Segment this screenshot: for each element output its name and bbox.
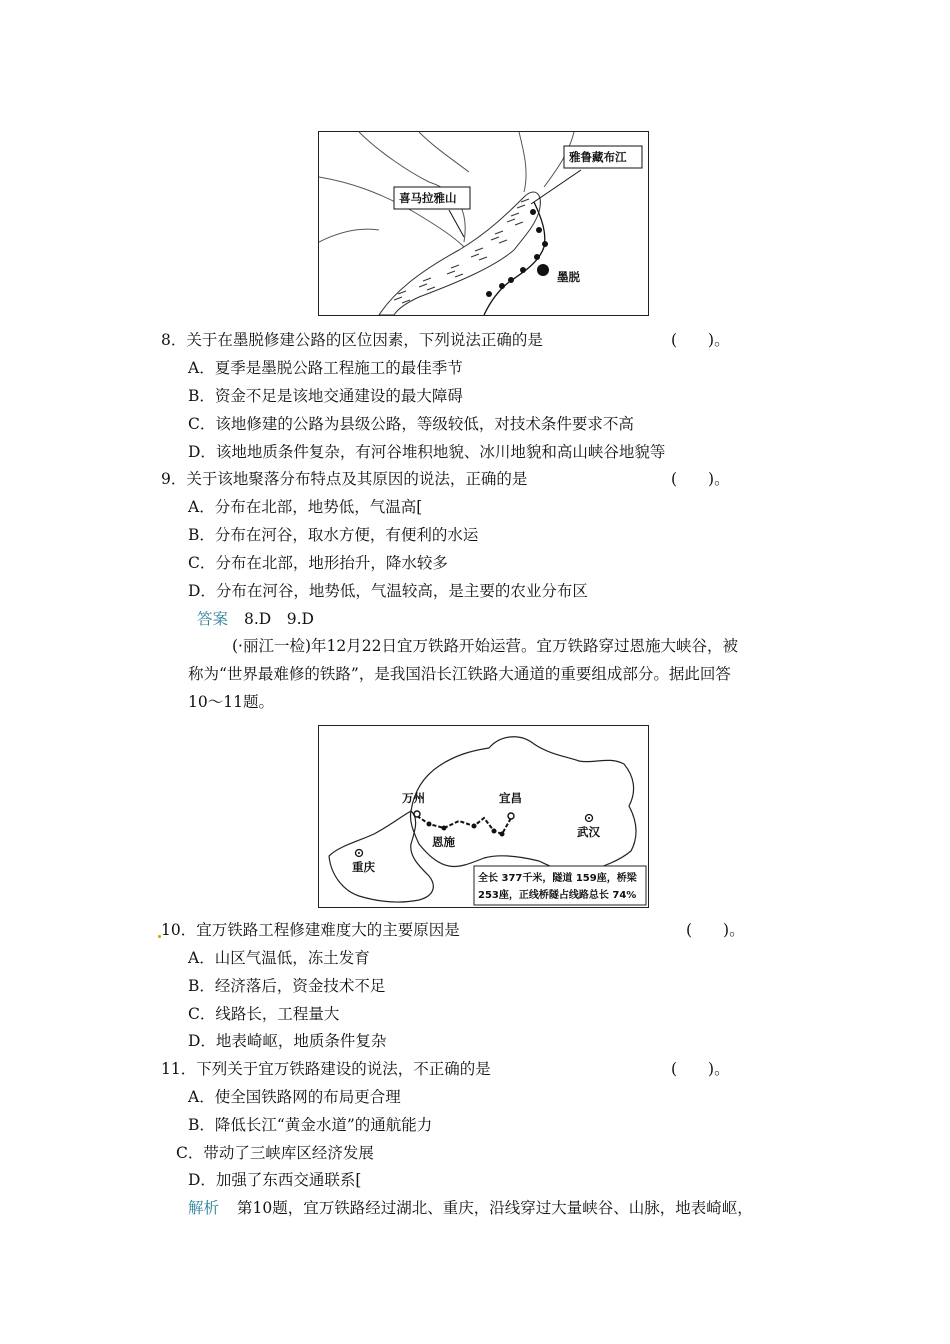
river-label: 雅鲁藏布江 (569, 150, 627, 164)
town-label: 墨脱 (557, 270, 580, 284)
map-medog (318, 131, 649, 316)
city-enshi: 恩施 (432, 835, 455, 849)
q11-option-a: A．使全国铁路网的布局更合理 (188, 1088, 401, 1106)
q11-stem: 11．下列关于宜万铁路建设的说法，不正确的是 (161, 1060, 491, 1078)
answer-row (197, 609, 314, 629)
intro-line-2: 称为“世界最难修的铁路”，是我国沿长江铁路大通道的重要组成部分。据此回答 (188, 665, 731, 683)
info-line-2: 253座，正线桥隧占线路总长 74% (478, 890, 637, 901)
city-wanzhou: 万州 (402, 791, 425, 805)
map-yiwan-railway (318, 725, 649, 908)
q11-option-c: C．带动了三峡库区经济发展 (176, 1144, 374, 1162)
q10-answer-blank: ( )。 (686, 921, 745, 939)
q10-option-c: C．线路长，工程量大 (188, 1005, 340, 1023)
intro-line-3: 10～11题。 (188, 693, 274, 711)
q9-option-b: B．分布在河谷，取水方便，有便利的水运 (188, 526, 479, 544)
q8-answer-blank: ( )。 (671, 331, 730, 349)
city-yichang: 宜昌 (499, 791, 522, 805)
q10-stem: 10．宜万铁路工程修建难度大的主要原因是 (161, 921, 460, 939)
answer-text: 8.D 9.D (244, 610, 314, 628)
q9-option-c: C．分布在北部，地形抬升，降水较多 (188, 554, 448, 572)
intro-line-1: (·丽江一检)年12月22日宜万铁路开始运营。宜万铁路穿过恩施大峡谷，被 (232, 637, 738, 655)
analysis-label: 解析 (188, 1199, 220, 1217)
q11-answer-blank: ( )。 (671, 1060, 730, 1078)
q10-option-b: B．经济落后，资金技术不足 (188, 977, 386, 995)
mountain-label: 喜马拉雅山 (399, 191, 457, 205)
q10-option-a: A．山区气温低，冻土发育 (188, 949, 370, 967)
q8-option-d: D．该地地质条件复杂，有河谷堆积地貌、冰川地貌和高山峡谷地貌等 (188, 443, 666, 461)
q8-option-c: C．该地修建的公路为县级公路，等级较低，对技术条件要求不高 (188, 415, 634, 433)
q8-option-b: B．资金不足是该地交通建设的最大障碍 (188, 387, 463, 405)
city-chongqing: 重庆 (352, 860, 375, 874)
analysis-row (188, 1198, 753, 1218)
q9-stem: 9．关于该地聚落分布特点及其原因的说法，正确的是 (161, 470, 528, 488)
city-wuhan: 武汉 (577, 825, 600, 839)
answer-label: 答案 (197, 610, 229, 628)
q10-option-d: D．地表崎岖，地质条件复杂 (188, 1032, 387, 1050)
q8-stem: 8．关于在墨脱修建公路的区位因素，下列说法正确的是 (161, 331, 543, 349)
q9-option-d: D．分布在河谷，地势低，气温较高，是主要的农业分布区 (188, 582, 588, 600)
q11-option-d: D．加强了东西交通联系[ (188, 1171, 362, 1189)
info-line-1: 全长 377千米，隧道 159座，桥梁 (478, 873, 637, 884)
q11-option-b: B．降低长江“黄金水道”的通航能力 (188, 1116, 433, 1134)
q8-option-a: A．夏季是墨脱公路工程施工的最佳季节 (188, 359, 463, 377)
q9-answer-blank: ( )。 (671, 470, 730, 488)
q9-option-a: A．分布在北部，地势低，气温高[ (188, 498, 423, 516)
analysis-text: 第10题，宜万铁路经过湖北、重庆，沿线穿过大量峡谷、山脉，地表崎岖， (237, 1199, 753, 1217)
